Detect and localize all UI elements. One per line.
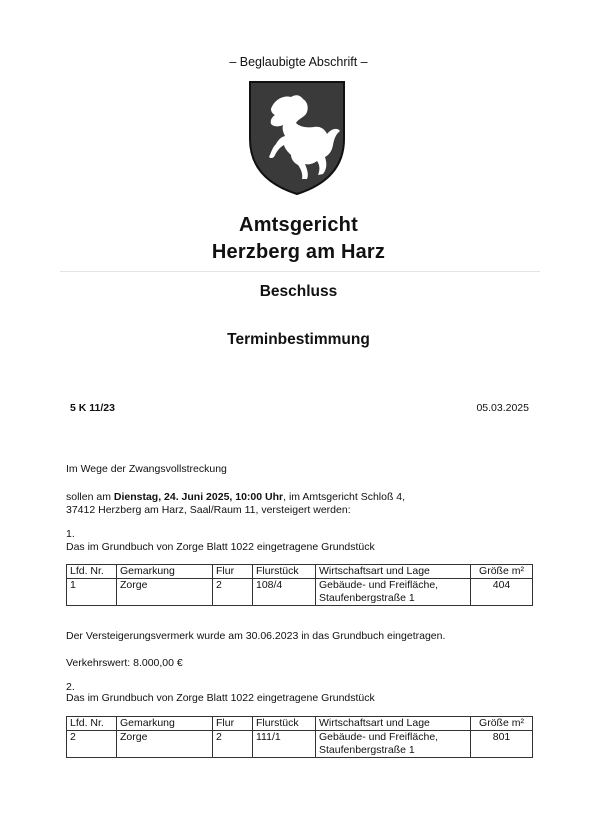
cell-groesse: 801 (471, 731, 533, 758)
coat-of-arms-horse-icon (247, 79, 347, 197)
court-name-line1: Amtsgericht (239, 214, 358, 236)
table-header-row (67, 565, 533, 579)
header-groesse: Größe m² (471, 717, 533, 731)
court-name-line2: Herzberg am Harz (211, 241, 386, 263)
header-flurstueck: Flurstück (253, 565, 316, 579)
auction-location-line: 37412 Herzberg am Harz, Saal/Raum 11, versteigert werden: (66, 504, 351, 516)
cell-wirtschaftsart (316, 579, 471, 606)
header-lfd: Lfd. Nr. (67, 717, 117, 731)
auction-date-pre: sollen am (66, 491, 114, 503)
case-number: 5 K 11/23 (70, 402, 115, 414)
header-flur: Flur (213, 565, 253, 579)
property-2-description: Das im Grundbuch von Zorge Blatt 1022 eingetragene Grundstück (66, 692, 375, 704)
auction-date-bold: Dienstag, 24. Juni 2025, 10:00 Uhr (113, 491, 284, 503)
header-gemarkung: Gemarkung (117, 565, 213, 579)
cell-flurstueck: 111/1 (253, 731, 316, 758)
header-wirtschaftsart: Wirtschaftsart und Lage (316, 565, 471, 579)
document-subtitle: Terminbestimmung (227, 331, 370, 348)
verkehrswert-text: Verkehrswert: 8.000,00 € (66, 657, 183, 669)
header-lfd: Lfd. Nr. (67, 565, 117, 579)
cell-art-line1: Gebäude- und Freifläche, (319, 731, 439, 743)
header-flur: Flur (213, 717, 253, 731)
property-1-number: 1. (66, 528, 75, 540)
property-2-number: 2. (66, 681, 75, 693)
cell-flur: 2 (213, 579, 253, 606)
cell-lfd: 1 (67, 579, 117, 606)
scan-artifact-line (60, 271, 540, 272)
header-groesse: Größe m² (471, 565, 533, 579)
table-row (67, 731, 533, 758)
auction-date-line (66, 491, 405, 504)
property-1-table (66, 564, 533, 606)
cell-wirtschaftsart (316, 731, 471, 758)
table-row (67, 579, 533, 606)
cell-groesse: 404 (471, 579, 533, 606)
cell-art-line1: Gebäude- und Freifläche, (319, 579, 439, 591)
cell-gemarkung: Zorge (117, 731, 213, 758)
property-2-table (66, 716, 533, 758)
auction-date-post: , im Amtsgericht Schloß 4, (283, 491, 406, 503)
certified-copy-label: – Beglaubigte Abschrift – (229, 55, 368, 69)
cell-flurstueck: 108/4 (253, 579, 316, 606)
document-title: Beschluss (259, 283, 338, 300)
header-flurstueck: Flurstück (253, 717, 316, 731)
cell-lfd: 2 (67, 731, 117, 758)
cell-art-line2: Staufenbergstraße 1 (319, 592, 415, 604)
cell-art-line2: Staufenbergstraße 1 (319, 744, 415, 756)
vermerk-text: Der Versteigerungsvermerk wurde am 30.06.2023 in das Grundbuch eingetragen. (66, 630, 446, 642)
property-1-description: Das im Grundbuch von Zorge Blatt 1022 eingetragene Grundstück (66, 541, 375, 553)
document-date: 05.03.2025 (476, 402, 529, 414)
cell-flur: 2 (213, 731, 253, 758)
table-header-row (67, 717, 533, 731)
header-wirtschaftsart: Wirtschaftsart und Lage (316, 717, 471, 731)
intro-text: Im Wege der Zwangsvollstreckung (66, 463, 227, 475)
header-gemarkung: Gemarkung (117, 717, 213, 731)
cell-gemarkung: Zorge (117, 579, 213, 606)
